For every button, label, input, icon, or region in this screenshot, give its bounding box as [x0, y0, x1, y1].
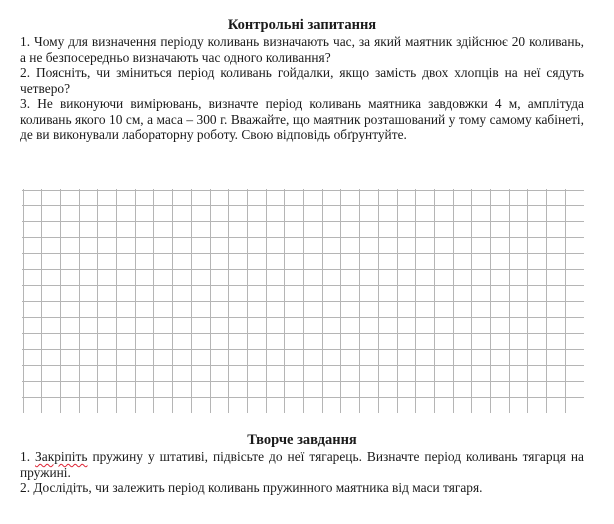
creative-task-2: 2. Дослідіть, чи залежить період коливань пружинного маятника від маси тягаря.	[20, 480, 483, 495]
creative-task-title: Творче завдання	[247, 432, 357, 448]
question-1: 1. Чому для визначення періоду коливань визначають час, за який маятник здійснює 20 коливань, а не безпосередньо визначають час одного коливання?	[20, 34, 584, 65]
control-questions-section	[20, 0, 584, 143]
question-3: 3. Не виконуючи вимірювань, визначте період коливань маятника завдовжки 4 м, амплітуда коливань якого 10 см, а маса – 300 г. Вважайте, що маятник розташований у тому самому кабінеті, де ви виконували лабораторну роботу. Свою відповідь обґрунтуйте.	[20, 96, 584, 142]
creative-task-1	[20, 449, 584, 480]
creative-task-1-prefix: 1.	[20, 449, 36, 464]
answer-grid	[22, 189, 584, 413]
creative-task-1-rest: пружину у штативі, підвісьте до неї тягарець. Визначте період коливань тягарця на пружині.	[20, 449, 585, 480]
control-questions-title: Контрольні запитання	[227, 17, 377, 33]
question-2: 2. Поясніть, чи зміниться період коливань гойдалки, якщо замість двох хлопців на неї сядуть четверо?	[20, 65, 584, 96]
creative-task-section	[20, 432, 584, 496]
grid-lines	[22, 189, 584, 413]
misspelled-word: Закріпіть	[35, 449, 88, 464]
